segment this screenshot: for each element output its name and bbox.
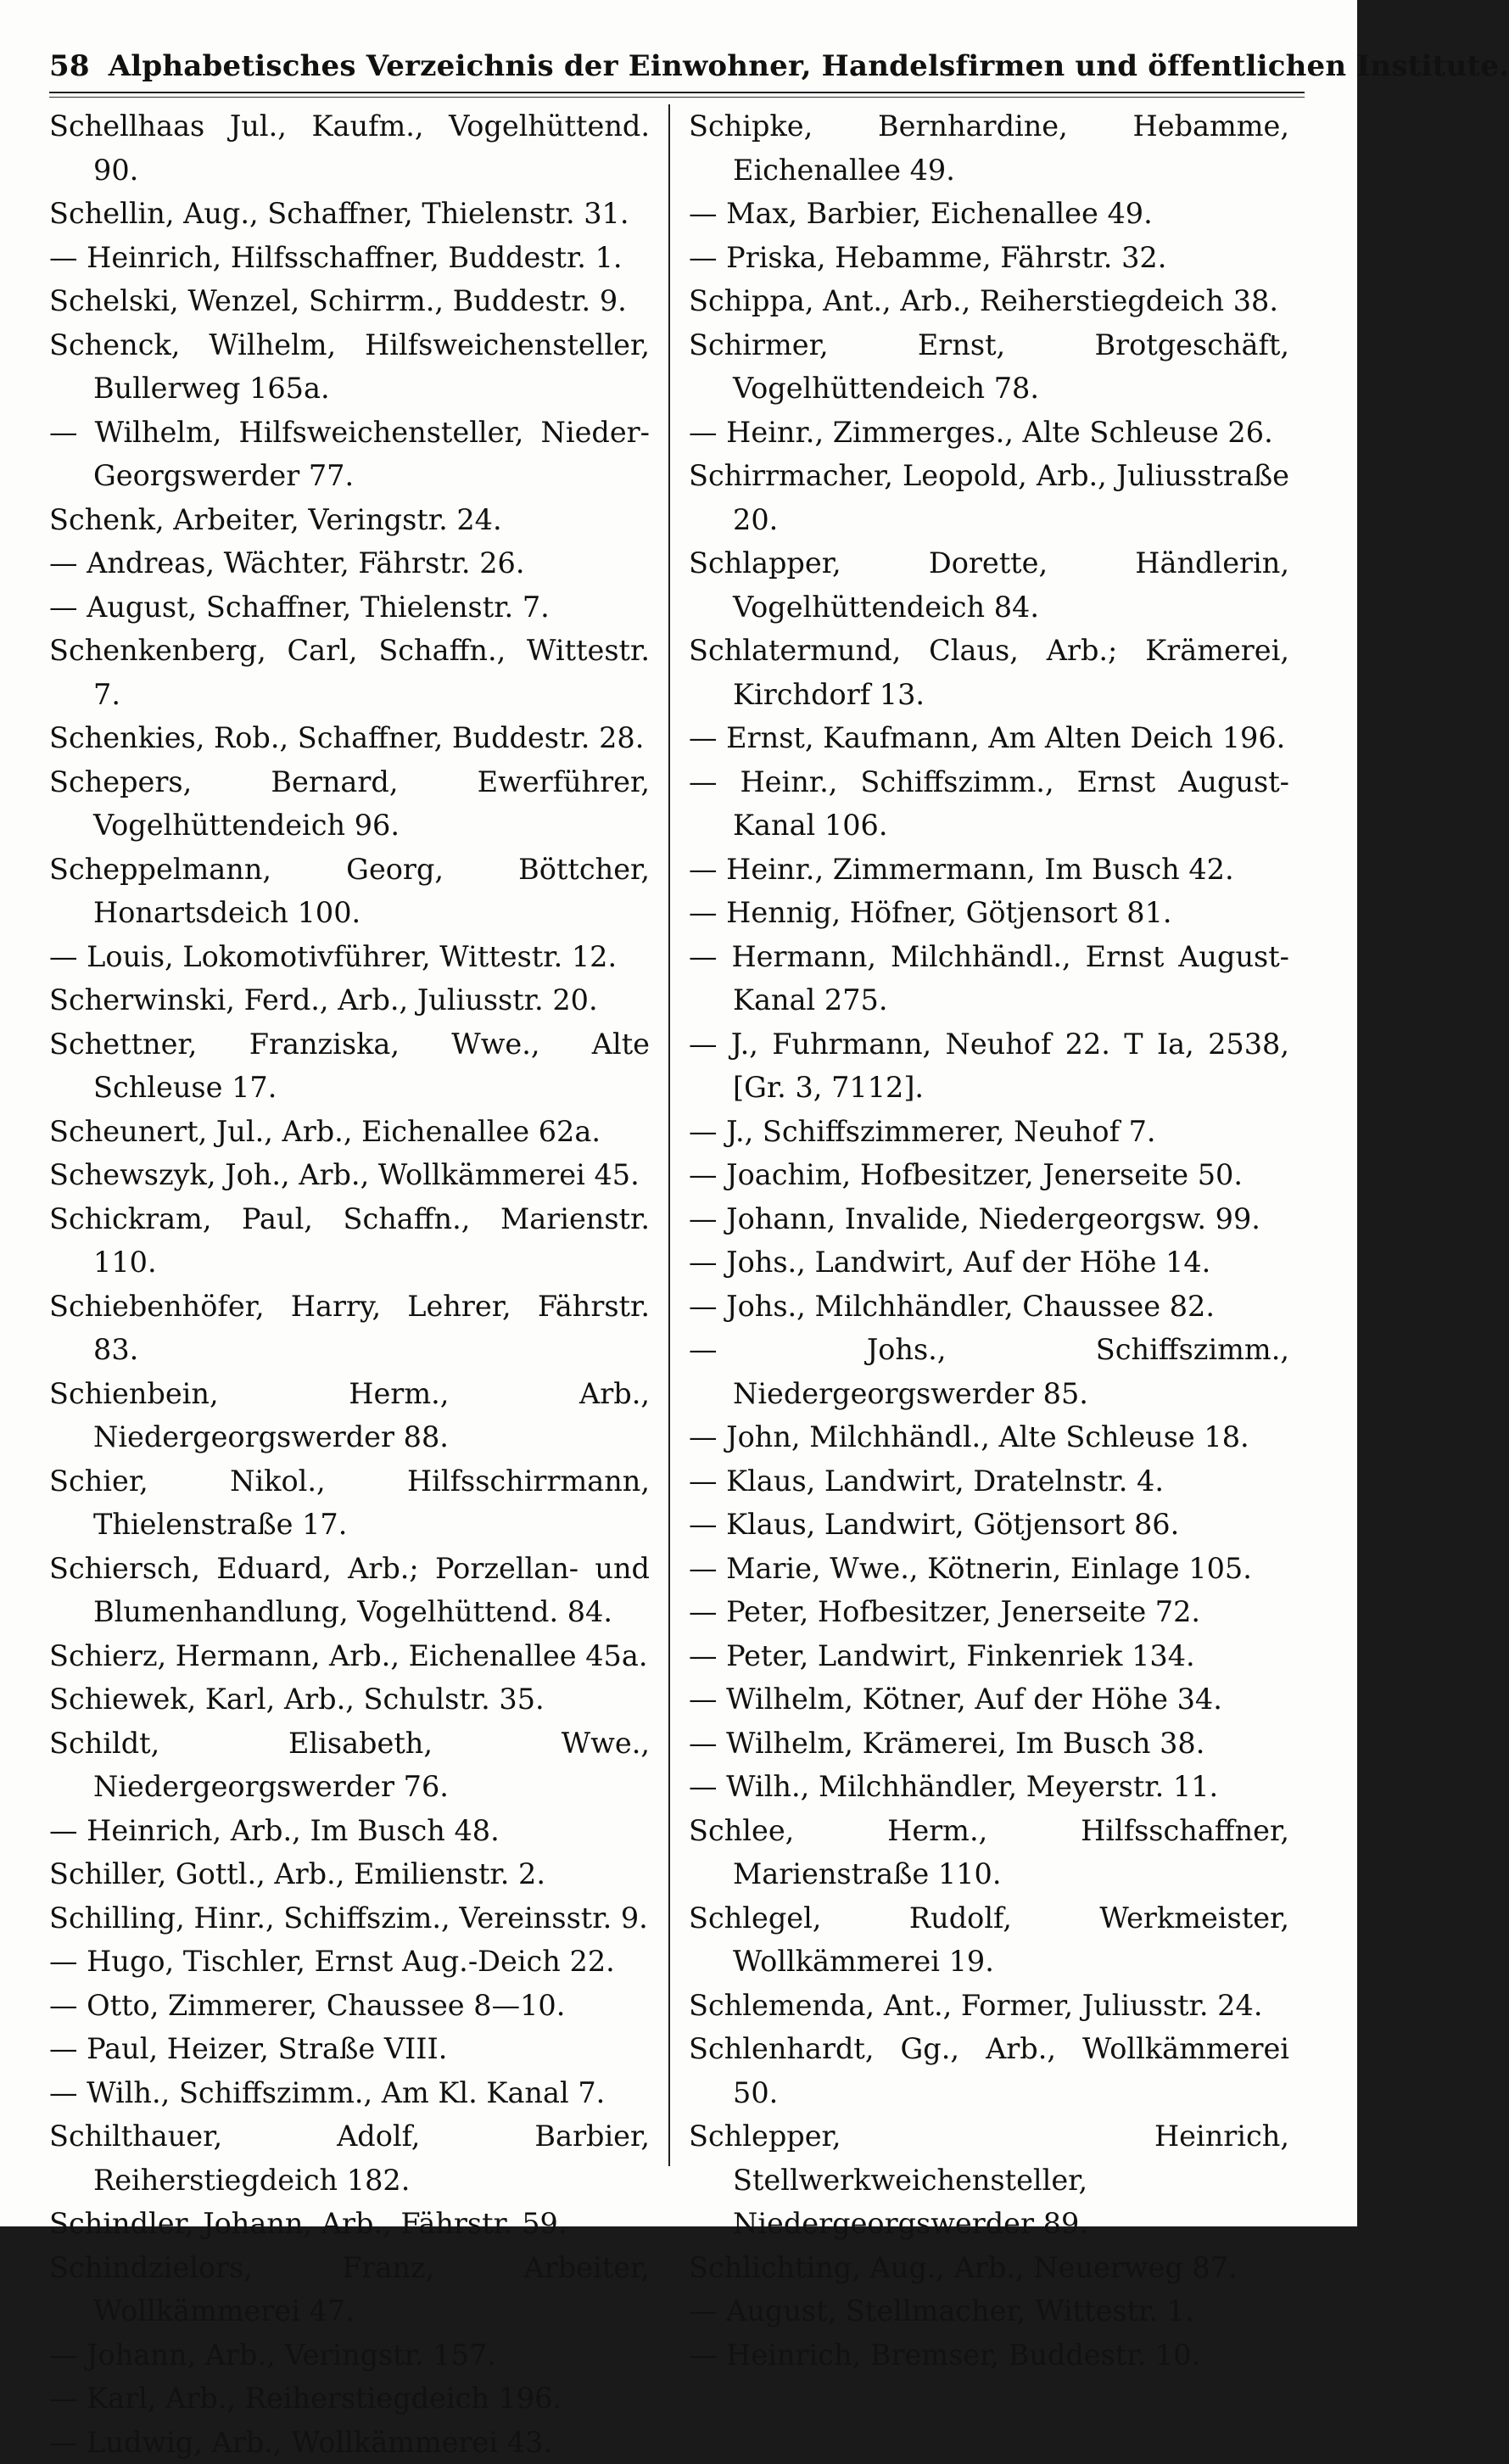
directory-entry: Schenkies, Rob., Schaffner, Buddestr. 28. (49, 716, 650, 760)
directory-entry: Scheppelmann, Georg, Böttcher, Honartsdeich 100. (49, 848, 650, 935)
directory-entry: — Karl, Arb., Reiherstiegdeich 196. (49, 2377, 650, 2421)
directory-entry: Schlatermund, Claus, Arb.; Krämerei, Kirchdorf 13. (689, 629, 1289, 716)
directory-entry: — August, Schaffner, Thielenstr. 7. (49, 585, 650, 630)
directory-entry: Schiersch, Eduard, Arb.; Porzellan- und Blumenhandlung, Vogelhüttend. 84. (49, 1547, 650, 1634)
directory-entry: Schildt, Elisabeth, Wwe., Niedergeorgswerder 76. (49, 1722, 650, 1809)
directory-entry: Schenkenberg, Carl, Schaffn., Wittestr. 7. (49, 629, 650, 716)
directory-entry: — Otto, Zimmerer, Chaussee 8—10. (49, 1984, 650, 2028)
columns (49, 104, 1305, 2166)
directory-entry: — Wilhelm, Hilfsweichensteller, Nieder-Georgswerder 77. (49, 411, 650, 498)
directory-entry: Schirmer, Ernst, Brotgeschäft, Vogelhüttendeich 78. (689, 323, 1289, 411)
directory-entry: — Marie, Wwe., Kötnerin, Einlage 105. (689, 1547, 1289, 1591)
directory-entry: Schilthauer, Adolf, Barbier, Reiherstiegdeich 182. (49, 2114, 650, 2202)
directory-entry: — Johs., Landwirt, Auf der Höhe 14. (689, 1240, 1289, 1285)
page-title: Alphabetisches Verzeichnis der Einwohner, Handelsfirmen und öffentlichen Institute. (109, 49, 1509, 83)
directory-entry: Schellhaas Jul., Kaufm., Vogelhüttend. 90. (49, 104, 650, 192)
directory-entry: — Klaus, Landwirt, Dratelnstr. 4. (689, 1459, 1289, 1504)
directory-entry: — Heinr., Zimmermann, Im Busch 42. (689, 848, 1289, 892)
directory-entry: Schindler, Johann, Arb., Fährstr. 59. (49, 2202, 650, 2246)
directory-entry: — Johann, Invalide, Niedergeorgsw. 99. (689, 1197, 1289, 1241)
directory-entry: Schiewek, Karl, Arb., Schulstr. 35. (49, 1677, 650, 1722)
directory-entry: Schenck, Wilhelm, Hilfsweichensteller, Bullerweg 165a. (49, 323, 650, 411)
directory-entry: — Klaus, Landwirt, Götjensort 86. (689, 1503, 1289, 1547)
directory-entry: — Johs., Milchhändler, Chaussee 82. (689, 1285, 1289, 1329)
directory-entry: Schiebenhöfer, Harry, Lehrer, Fährstr. 83. (49, 1285, 650, 1372)
directory-entry: — Peter, Hofbesitzer, Jenerseite 72. (689, 1590, 1289, 1634)
header-rule (49, 92, 1305, 93)
directory-entry: Schippa, Ant., Arb., Reiherstiegdeich 38. (689, 279, 1289, 323)
directory-entry: Schlichting, Aug., Arb., Neuerweg 87. (689, 2246, 1289, 2290)
directory-entry: — Johs., Schiffszimm., Niedergeorgswerder 85. (689, 1328, 1289, 1415)
directory-entry: Schilling, Hinr., Schiffszim., Vereinsstr. 9. (49, 1896, 650, 1940)
directory-entry: Schlee, Herm., Hilfsschaffner, Marienstraße 110. (689, 1809, 1289, 1896)
header-rule-thin (49, 97, 1305, 98)
directory-entry: — Wilh., Milchhändler, Meyerstr. 11. (689, 1765, 1289, 1809)
directory-entry: Schier, Nikol., Hilfsschirrmann, Thielenstraße 17. (49, 1459, 650, 1547)
directory-entry: — Ludwig, Arb., Wollkämmerei 43. (49, 2421, 650, 2464)
page-number: 58 (49, 49, 90, 83)
directory-entry: Schickram, Paul, Schaffn., Marienstr. 110. (49, 1197, 650, 1285)
directory-entry: — Andreas, Wächter, Fährstr. 26. (49, 541, 650, 585)
directory-entry: — Heinrich, Bremser, Buddestr. 10. (689, 2333, 1289, 2377)
directory-entry: — Priska, Hebamme, Fährstr. 32. (689, 236, 1289, 280)
directory-entry: — Joachim, Hofbesitzer, Jenerseite 50. (689, 1153, 1289, 1197)
directory-entry: — August, Stellmacher, Wittestr. 1. (689, 2289, 1289, 2333)
directory-entry: — Heinrich, Arb., Im Busch 48. (49, 1809, 650, 1853)
directory-entry: — John, Milchhändl., Alte Schleuse 18. (689, 1415, 1289, 1459)
directory-entry: — Louis, Lokomotivführer, Wittestr. 12. (49, 935, 650, 979)
directory-entry: — Paul, Heizer, Straße VIII. (49, 2027, 650, 2071)
directory-entry: Schepers, Bernard, Ewerführer, Vogelhüttendeich 96. (49, 760, 650, 848)
directory-entry: Schlepper, Heinrich, Stellwerkweichensteller, Niedergeorgswerder 89. (689, 2114, 1289, 2246)
directory-entry: Schienbein, Herm., Arb., Niedergeorgswerder 88. (49, 1372, 650, 1459)
directory-entry: — Hugo, Tischler, Ernst Aug.-Deich 22. (49, 1940, 650, 1984)
directory-entry: — Max, Barbier, Eichenallee 49. (689, 192, 1289, 236)
directory-entry: Schewszyk, Joh., Arb., Wollkämmerei 45. (49, 1153, 650, 1197)
directory-entry: Schelski, Wenzel, Schirrm., Buddestr. 9. (49, 279, 650, 323)
page-header (49, 49, 1305, 83)
directory-entry: Schellin, Aug., Schaffner, Thielenstr. 31. (49, 192, 650, 236)
directory-entry: — Heinrich, Hilfsschaffner, Buddestr. 1. (49, 236, 650, 280)
directory-entry: Scheunert, Jul., Arb., Eichenallee 62a. (49, 1110, 650, 1154)
directory-entry: — Hennig, Höfner, Götjensort 81. (689, 891, 1289, 935)
directory-entry: — Heinr., Zimmerges., Alte Schleuse 26. (689, 411, 1289, 455)
directory-entry: Scherwinski, Ferd., Arb., Juliusstr. 20. (49, 978, 650, 1022)
directory-entry: — Hermann, Milchhändl., Ernst August-Kanal 275. (689, 935, 1289, 1022)
directory-entry: Schipke, Bernhardine, Hebamme, Eichenallee 49. (689, 104, 1289, 192)
directory-entry: — Heinr., Schiffszimm., Ernst August-Kanal 106. (689, 760, 1289, 848)
directory-entry: Schenk, Arbeiter, Veringstr. 24. (49, 498, 650, 542)
directory-entry: Schettner, Franziska, Wwe., Alte Schleuse 17. (49, 1022, 650, 1110)
directory-entry: Schlapper, Dorette, Händlerin, Vogelhüttendeich 84. (689, 541, 1289, 629)
left-column (49, 104, 668, 2166)
directory-entry: Schirrmacher, Leopold, Arb., Juliusstraße 20. (689, 454, 1289, 541)
directory-entry: Schlenhardt, Gg., Arb., Wollkämmerei 50. (689, 2027, 1289, 2114)
directory-entry: Schlemenda, Ant., Former, Juliusstr. 24. (689, 1984, 1289, 2028)
directory-entry: Schlegel, Rudolf, Werkmeister, Wollkämmerei 19. (689, 1896, 1289, 1984)
directory-entry: — Ernst, Kaufmann, Am Alten Deich 196. (689, 716, 1289, 760)
directory-entry: Schindzielors, Franz, Arbeiter, Wollkämmerei 47. (49, 2246, 650, 2333)
directory-entry: Schierz, Hermann, Arb., Eichenallee 45a. (49, 1634, 650, 1678)
right-column (670, 104, 1289, 2166)
directory-entry: — Wilhelm, Kötner, Auf der Höhe 34. (689, 1677, 1289, 1722)
directory-entry: — J., Fuhrmann, Neuhof 22. T Ia, 2538, [Gr. 3, 7112]. (689, 1022, 1289, 1110)
directory-entry: — Wilhelm, Krämerei, Im Busch 38. (689, 1722, 1289, 1766)
directory-entry: — Peter, Landwirt, Finkenriek 134. (689, 1634, 1289, 1678)
directory-entry: — Wilh., Schiffszimm., Am Kl. Kanal 7. (49, 2071, 650, 2115)
directory-entry: — J., Schiffszimmerer, Neuhof 7. (689, 1110, 1289, 1154)
directory-entry: — Johann, Arb., Veringstr. 157. (49, 2333, 650, 2377)
directory-entry: Schiller, Gottl., Arb., Emilienstr. 2. (49, 1852, 650, 1896)
